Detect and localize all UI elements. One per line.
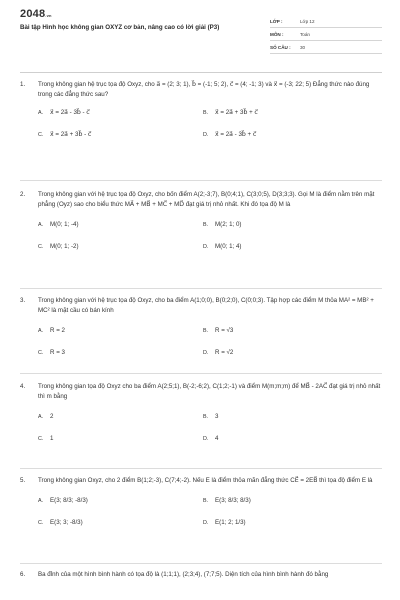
option-text: M(0; 1; 4) — [215, 243, 242, 250]
option-d[interactable] — [203, 518, 382, 540]
option-b[interactable] — [203, 220, 382, 242]
meta-count-label: SỐ CÂU : — [270, 44, 291, 50]
option-b[interactable] — [203, 326, 382, 348]
option-a[interactable] — [38, 496, 203, 518]
option-label: C. — [38, 350, 44, 356]
meta-count-row — [270, 41, 382, 54]
option-text: E(1; 2; 1/3) — [215, 519, 246, 526]
meta-subject-row — [270, 28, 382, 41]
option-label: D. — [203, 350, 209, 356]
option-label: D. — [203, 132, 209, 138]
option-text: R = 3 — [50, 349, 65, 356]
option-label: D. — [203, 520, 209, 526]
question-number: 3. — [20, 297, 26, 304]
option-b[interactable] — [203, 412, 382, 434]
question-1 — [20, 80, 382, 152]
question-number: 2. — [20, 191, 26, 198]
option-text: R = √3 — [215, 327, 234, 334]
meta-subject-value: Toán — [300, 31, 310, 37]
option-d[interactable] — [203, 242, 382, 264]
option-d[interactable] — [203, 348, 382, 370]
question-text: Ba đỉnh của một hình bình hành có tọa độ là (1;1;1), (2;3;4), (7;7;5). Diện tích của hình bình hành đó bằng — [38, 571, 329, 578]
question-5 — [20, 476, 382, 540]
option-label: B. — [203, 498, 209, 504]
option-label: C. — [38, 520, 44, 526]
option-c[interactable] — [38, 518, 203, 540]
question-number: 4. — [20, 383, 26, 390]
question-divider — [20, 180, 382, 181]
option-label: C. — [38, 436, 44, 442]
question-text: Trong không gian hệ trục tọa độ Oxyz, cho a⃗ = (2; 3; 1), b⃗ = (-1; 5; 2), c⃗ = (4; -1; 3) và x⃗ = (-3; 22; 5) Đẳng thức nào đúng trong các đẳng thức sau? — [38, 81, 370, 98]
meta-class-label: LỚP : — [270, 18, 283, 24]
question-6 — [20, 570, 382, 580]
logo-suffix: .vn — [45, 13, 52, 18]
option-a[interactable] — [38, 108, 203, 130]
header-divider — [20, 72, 382, 73]
question-divider — [20, 468, 382, 469]
option-c[interactable] — [38, 434, 203, 456]
option-label: A. — [38, 328, 44, 334]
answer-options — [38, 108, 382, 152]
option-label: A. — [38, 414, 44, 420]
answer-options — [38, 496, 382, 540]
option-text: x⃗ = 2a⃗ + 3b⃗ - c⃗ — [50, 131, 92, 138]
question-text: Trong không gian tọa độ Oxyz cho ba điểm A(2;5;1), B(-2;-6;2), C(1;2;-1) và điểm M(m;m;m) để MB⃗ - 2AC⃗ đạt giá trị nhỏ nhất thì m bằng — [38, 383, 381, 400]
meta-subject-label: MÔN : — [270, 31, 284, 37]
question-text: Trong không gian với hệ trục tọa độ Oxyz, cho ba điểm A(1;0;0), B(0;2;0), C(0;0;3). Tập hợp các điểm M thỏa MA² = MB² + MC² là mặt cầu có bán kính — [38, 297, 374, 314]
meta-class-value: Lớp 12 — [300, 18, 315, 24]
option-text: E(3; 3; -8/3) — [50, 519, 83, 526]
question-divider — [20, 563, 382, 564]
option-text: M(2; 1; 0) — [215, 221, 242, 228]
option-a[interactable] — [38, 220, 203, 242]
option-label: C. — [38, 132, 44, 138]
option-d[interactable] — [203, 434, 382, 456]
question-divider — [20, 373, 382, 374]
option-text: M(0; 1; -2) — [50, 243, 79, 250]
question-number: 1. — [20, 81, 26, 88]
meta-class-row — [270, 15, 382, 28]
question-2 — [20, 190, 382, 264]
option-d[interactable] — [203, 130, 382, 152]
answer-options — [38, 326, 382, 370]
option-label: B. — [203, 414, 209, 420]
worksheet-meta — [270, 15, 382, 66]
option-b[interactable] — [203, 108, 382, 130]
site-logo[interactable] — [20, 8, 250, 20]
option-label: D. — [203, 436, 209, 442]
option-text: E(3; 8/3; 8/3) — [215, 497, 251, 504]
option-text: R = √2 — [215, 349, 234, 356]
answer-options — [38, 220, 382, 264]
option-text: M(0; 1; -4) — [50, 221, 79, 228]
answer-options — [38, 412, 382, 456]
question-4 — [20, 382, 382, 456]
option-text: 3 — [215, 413, 219, 420]
worksheet-header — [20, 8, 382, 66]
meta-count-value: 30 — [300, 44, 306, 50]
option-label: A. — [38, 110, 44, 116]
logo-text: 2048 — [20, 8, 46, 20]
question-number: 6. — [20, 571, 26, 578]
header-left — [20, 8, 250, 66]
option-text: x⃗ = 2a⃗ - 3b⃗ - c⃗ — [50, 109, 90, 116]
question-text: Trong không gian với hệ trục tọa độ Oxyz, cho bốn điểm A(2;-3;7), B(0;4;1), C(3;0;5), D(3;3;3). Gọi M là điểm nằm trên mặt phẳng (Oyz) sao cho biểu thức MA⃗ + MB⃗ + MC⃗ + MD⃗ đạt giá trị nhỏ nhất. Khi đó tọa độ M là — [38, 191, 375, 208]
option-c[interactable] — [38, 348, 203, 370]
option-label: A. — [38, 498, 44, 504]
option-text: x⃗ = 2a⃗ + 3b⃗ + c⃗ — [215, 109, 258, 116]
option-b[interactable] — [203, 496, 382, 518]
option-label: B. — [203, 328, 209, 334]
option-text: 2 — [50, 413, 54, 420]
question-divider — [20, 288, 382, 289]
question-3 — [20, 296, 382, 370]
question-number: 5. — [20, 477, 26, 484]
option-label: B. — [203, 110, 209, 116]
option-label: D. — [203, 244, 209, 250]
option-text: 1 — [50, 435, 54, 442]
option-text: E(3; 8/3; -8/3) — [50, 497, 88, 504]
option-text: R = 2 — [50, 327, 65, 334]
option-c[interactable] — [38, 130, 203, 152]
option-c[interactable] — [38, 242, 203, 264]
question-text: Trong không gian Oxyz, cho 2 điểm B(1;2;-3), C(7;4;-2). Nếu E là điểm thỏa mãn đẳng thức CE⃗ = 2EB⃗ thì tọa độ điểm E là — [38, 477, 373, 484]
option-a[interactable] — [38, 326, 203, 348]
option-text: x⃗ = 2a⃗ - 3b⃗ + c⃗ — [215, 131, 257, 138]
option-label: C. — [38, 244, 44, 250]
option-label: B. — [203, 222, 209, 228]
option-text: 4 — [215, 435, 219, 442]
option-a[interactable] — [38, 412, 203, 434]
option-label: A. — [38, 222, 44, 228]
worksheet-title: Bài tập Hình học không gian OXYZ cơ bản, nâng cao có lời giải (P3) — [20, 24, 220, 31]
